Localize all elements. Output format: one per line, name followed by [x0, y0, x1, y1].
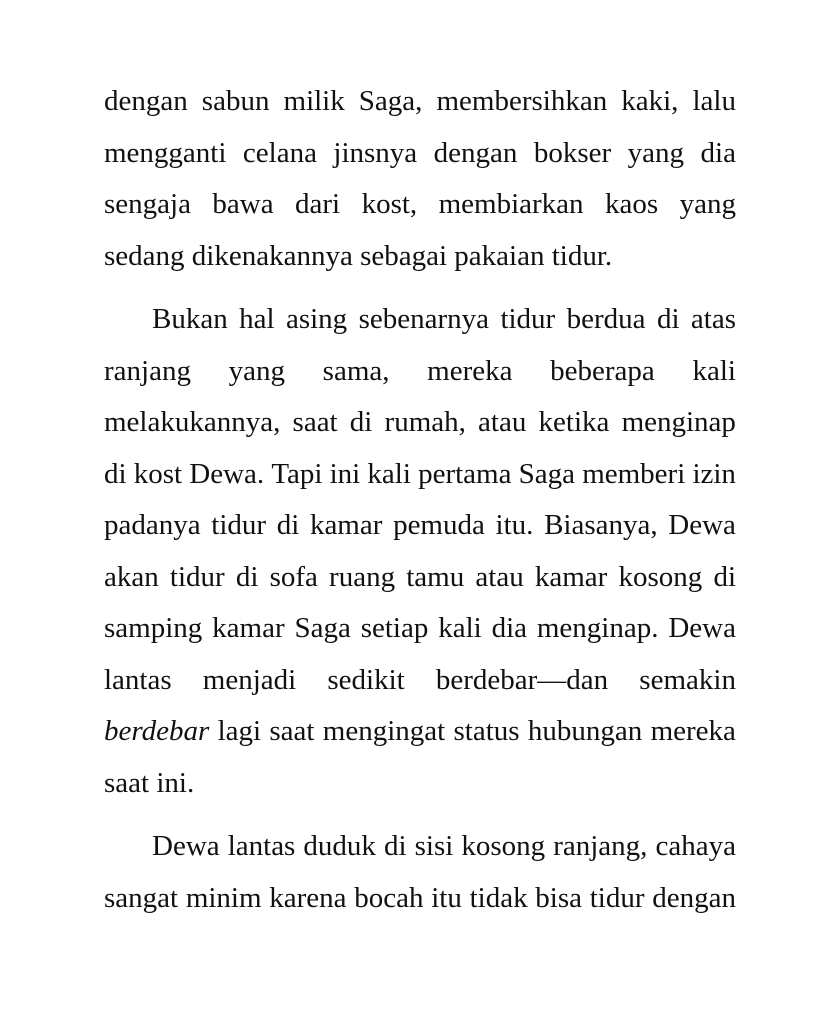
text-line: melakukannya, saat di rumah, atau ketika menginap — [104, 406, 736, 438]
text-line: saat ini. — [104, 766, 195, 799]
text-line: berdebar lagi saat mengingat status hubungan mereka — [104, 715, 736, 747]
text-line: di kost Dewa. Tapi ini kali pertama Saga memberi izin — [104, 457, 736, 490]
text-line: mengganti celana jinsnya dengan bokser yang dia — [104, 136, 736, 169]
text-line: Bukan hal asing sebenarnya tidur berdua di atas — [152, 303, 736, 335]
text-line: Dewa lantas duduk di sisi kosong ranjang, cahaya — [152, 830, 736, 862]
text-line: sengaja bawa dari kost, membiarkan kaos yang — [104, 188, 736, 220]
text-line: samping kamar Saga setiap kali dia menginap. Dewa — [104, 612, 736, 644]
text-line: padanya tidur di kamar pemuda itu. Biasanya, Dewa — [104, 509, 736, 541]
body-text — [104, 76, 736, 936]
text-line: sangat minim karena bocah itu tidak bisa tidur dengan — [104, 881, 736, 914]
text-line: dengan sabun milik Saga, membersihkan kaki, lalu — [104, 85, 736, 117]
text-line: sedang dikenakannya sebagai pakaian tidur. — [104, 239, 613, 272]
text-line: lantas menjadi sedikit berdebar—dan semakin — [104, 663, 736, 696]
paragraph — [104, 821, 736, 924]
paragraph — [104, 76, 736, 282]
paragraph — [104, 294, 736, 809]
text-line: akan tidur di sofa ruang tamu atau kamar kosong di — [104, 560, 736, 593]
text-line: ranjang yang sama, mereka beberapa kali — [104, 354, 736, 387]
